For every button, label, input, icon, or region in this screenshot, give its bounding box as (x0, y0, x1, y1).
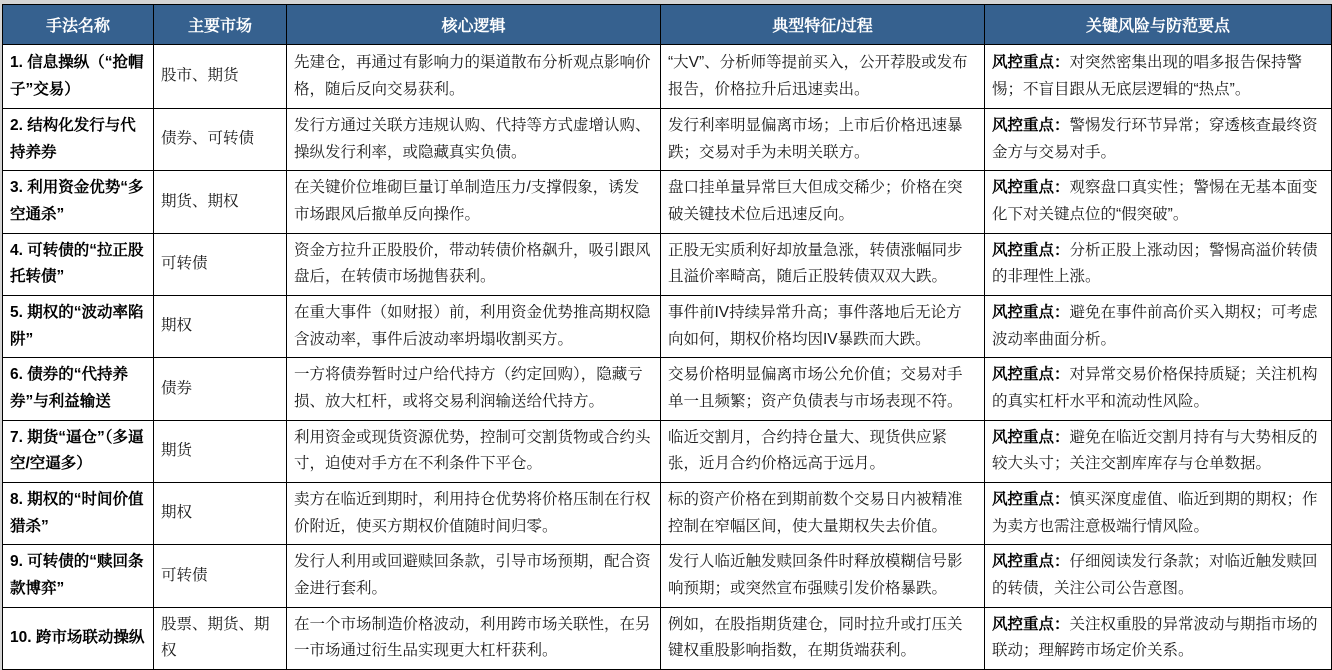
risk-cell (985, 109, 1332, 171)
core-logic-cell: 在一个市场制造价格波动，利用跨市场关联性，在另一市场通过衍生品实现更大杠杆获利。 (287, 607, 661, 669)
features-cell: “大V”、分析师等提前买入，公开荐股或发布报告，价格拉升后迅速卖出。 (661, 45, 985, 109)
features-cell: 交易价格明显偏离市场公允价值；交易对手单一且频繁；资产负债表与市场表现不符。 (661, 358, 985, 420)
market-cell: 期权 (154, 295, 287, 357)
market-cell: 期货 (154, 420, 287, 482)
header-core-logic: 核心逻辑 (287, 5, 661, 45)
technique-name-cell: 1. 信息操纵（“抢帽子”交易） (3, 45, 154, 109)
table-row (3, 482, 1332, 544)
table-row (3, 45, 1332, 109)
technique-name-cell: 9. 可转债的“赎回条款博弈” (3, 545, 154, 607)
market-cell: 可转债 (154, 545, 287, 607)
risk-label: 风控重点： (992, 303, 1070, 321)
risk-text: 慎买深度虚值、临近到期的期权；作为卖方也需注意极端行情风险。 (992, 490, 1318, 535)
header-key-risks: 关键风险与防范要点 (985, 5, 1332, 45)
technique-name-cell: 8. 期权的“时间价值猎杀” (3, 482, 154, 544)
features-cell: 例如，在股指期货建仓，同时拉升或打压关键权重股影响指数，在期货端获利。 (661, 607, 985, 669)
table-row (3, 420, 1332, 482)
technique-name-cell: 5. 期权的“波动率陷阱” (3, 295, 154, 357)
header-technique-name: 手法名称 (3, 5, 154, 45)
risk-text: 关注权重股的异常波动与期指市场的联动；理解跨市场定价关系。 (992, 615, 1318, 660)
risk-cell (985, 295, 1332, 357)
market-cell: 期货、期权 (154, 171, 287, 233)
table-row (3, 295, 1332, 357)
features-cell: 发行人临近触发赎回条件时释放模糊信号影响预期；或突然宣布强赎引发价格暴跌。 (661, 545, 985, 607)
core-logic-cell: 发行方通过关联方违规认购、代持等方式虚增认购、操纵发行利率，或隐藏真实负债。 (287, 109, 661, 171)
technique-name-cell: 10. 跨市场联动操纵 (3, 607, 154, 669)
table-row (3, 171, 1332, 233)
core-logic-cell: 发行人利用或回避赎回条款，引导市场预期，配合资金进行套利。 (287, 545, 661, 607)
risk-text: 仔细阅读发行条款；对临近触发赎回的转债，关注公司公告意图。 (992, 553, 1318, 597)
header-row (3, 5, 1332, 45)
risk-cell (985, 420, 1332, 482)
risk-label: 风控重点： (992, 53, 1070, 71)
risk-cell (985, 171, 1332, 233)
risk-label: 风控重点： (992, 117, 1070, 134)
core-logic-cell: 利用资金或现货资源优势，控制可交割货物或合约头寸，迫使对手方在不利条件下平仓。 (287, 420, 661, 482)
header-main-market: 主要市场 (154, 5, 287, 45)
risk-label: 风控重点： (992, 615, 1070, 633)
header-typical-features: 典型特征/过程 (661, 5, 985, 45)
table-row (3, 109, 1332, 171)
manipulation-techniques-table (2, 4, 1332, 670)
features-cell: 临近交割月，合约持仓量大、现货供应紧张，近月合约价格远高于远月。 (661, 420, 985, 482)
risk-text: 对异常交易价格保持质疑；关注机构的真实杠杆水平和流动性风险。 (992, 366, 1318, 410)
risk-cell (985, 482, 1332, 544)
core-logic-cell: 先建仓，再通过有影响力的渠道散布分析观点影响价格，随后反向交易获利。 (287, 45, 661, 109)
features-cell: 标的资产价格在到期前数个交易日内被精准控制在窄幅区间，使大量期权失去价值。 (661, 482, 985, 544)
table-row (3, 358, 1332, 420)
risk-text: 观察盘口真实性；警惕在无基本面变化下对关键点位的“假突破”。 (992, 179, 1318, 223)
risk-label: 风控重点： (992, 428, 1070, 446)
technique-name-cell: 6. 债券的“代持养券”与利益输送 (3, 358, 154, 420)
core-logic-cell: 卖方在临近到期时，利用持仓优势将价格压制在行权价附近，使买方期权价值随时间归零。 (287, 482, 661, 544)
risk-cell (985, 233, 1332, 295)
risk-cell (985, 358, 1332, 420)
market-cell: 债券 (154, 358, 287, 420)
risk-text: 警惕发行环节异常；穿透核查最终资金方与交易对手。 (992, 117, 1318, 161)
risk-label: 风控重点： (992, 366, 1070, 384)
core-logic-cell: 资金方拉升正股股价，带动转债价格飙升，吸引跟风盘后，在转债市场抛售获利。 (287, 233, 661, 295)
market-cell: 可转债 (154, 233, 287, 295)
risk-cell (985, 607, 1332, 669)
document-page (0, 4, 1332, 660)
risk-cell (985, 45, 1332, 109)
technique-name-cell: 7. 期货“逼仓”（多逼空/空逼多） (3, 420, 154, 482)
features-cell: 正股无实质利好却放量急涨，转债涨幅同步且溢价率畸高，随后正股转债双双大跌。 (661, 233, 985, 295)
risk-label: 风控重点： (992, 490, 1070, 508)
market-cell: 债券、可转债 (154, 109, 287, 171)
features-cell: 事件前IV持续异常升高；事件落地后无论方向如何，期权价格均因IV暴跌而大跌。 (661, 295, 985, 357)
market-cell: 股市、期货 (154, 45, 287, 109)
features-cell: 发行利率明显偏离市场；上市后价格迅速暴跌；交易对手为未明关联方。 (661, 109, 985, 171)
table-row (3, 233, 1332, 295)
risk-text: 避免在临近交割月持有与大势相反的较大头寸；关注交割库库存与仓单数据。 (992, 428, 1318, 473)
core-logic-cell: 在关键价位堆砌巨量订单制造压力/支撑假象，诱发市场跟风后撤单反向操作。 (287, 171, 661, 233)
core-logic-cell: 一方将债券暂时过户给代持方（约定回购），隐藏亏损、放大杠杆，或将交易利润输送给代持方。 (287, 358, 661, 420)
risk-text: 对突然密集出现的唱多报告保持警惕；不盲目跟从无底层逻辑的“热点”。 (992, 53, 1303, 98)
table-row (3, 545, 1332, 607)
risk-label: 风控重点： (992, 553, 1070, 571)
market-cell: 股票、期货、期权 (154, 607, 287, 669)
technique-name-cell: 4. 可转债的“拉正股托转债” (3, 233, 154, 295)
risk-text: 分析正股上涨动因；警惕高溢价转债的非理性上涨。 (992, 241, 1318, 286)
risk-text: 避免在事件前高价买入期权；可考虑波动率曲面分析。 (992, 303, 1318, 348)
table-row (3, 607, 1332, 669)
risk-cell (985, 545, 1332, 607)
risk-label: 风控重点： (992, 179, 1070, 197)
technique-name-cell: 3. 利用资金优势“多空通杀” (3, 171, 154, 233)
features-cell: 盘口挂单量异常巨大但成交稀少；价格在突破关键技术位后迅速反向。 (661, 171, 985, 233)
core-logic-cell: 在重大事件（如财报）前，利用资金优势推高期权隐含波动率，事件后波动率坍塌收割买方。 (287, 295, 661, 357)
technique-name-cell: 2. 结构化发行与代持养券 (3, 109, 154, 171)
market-cell: 期权 (154, 482, 287, 544)
risk-label: 风控重点： (992, 241, 1070, 259)
